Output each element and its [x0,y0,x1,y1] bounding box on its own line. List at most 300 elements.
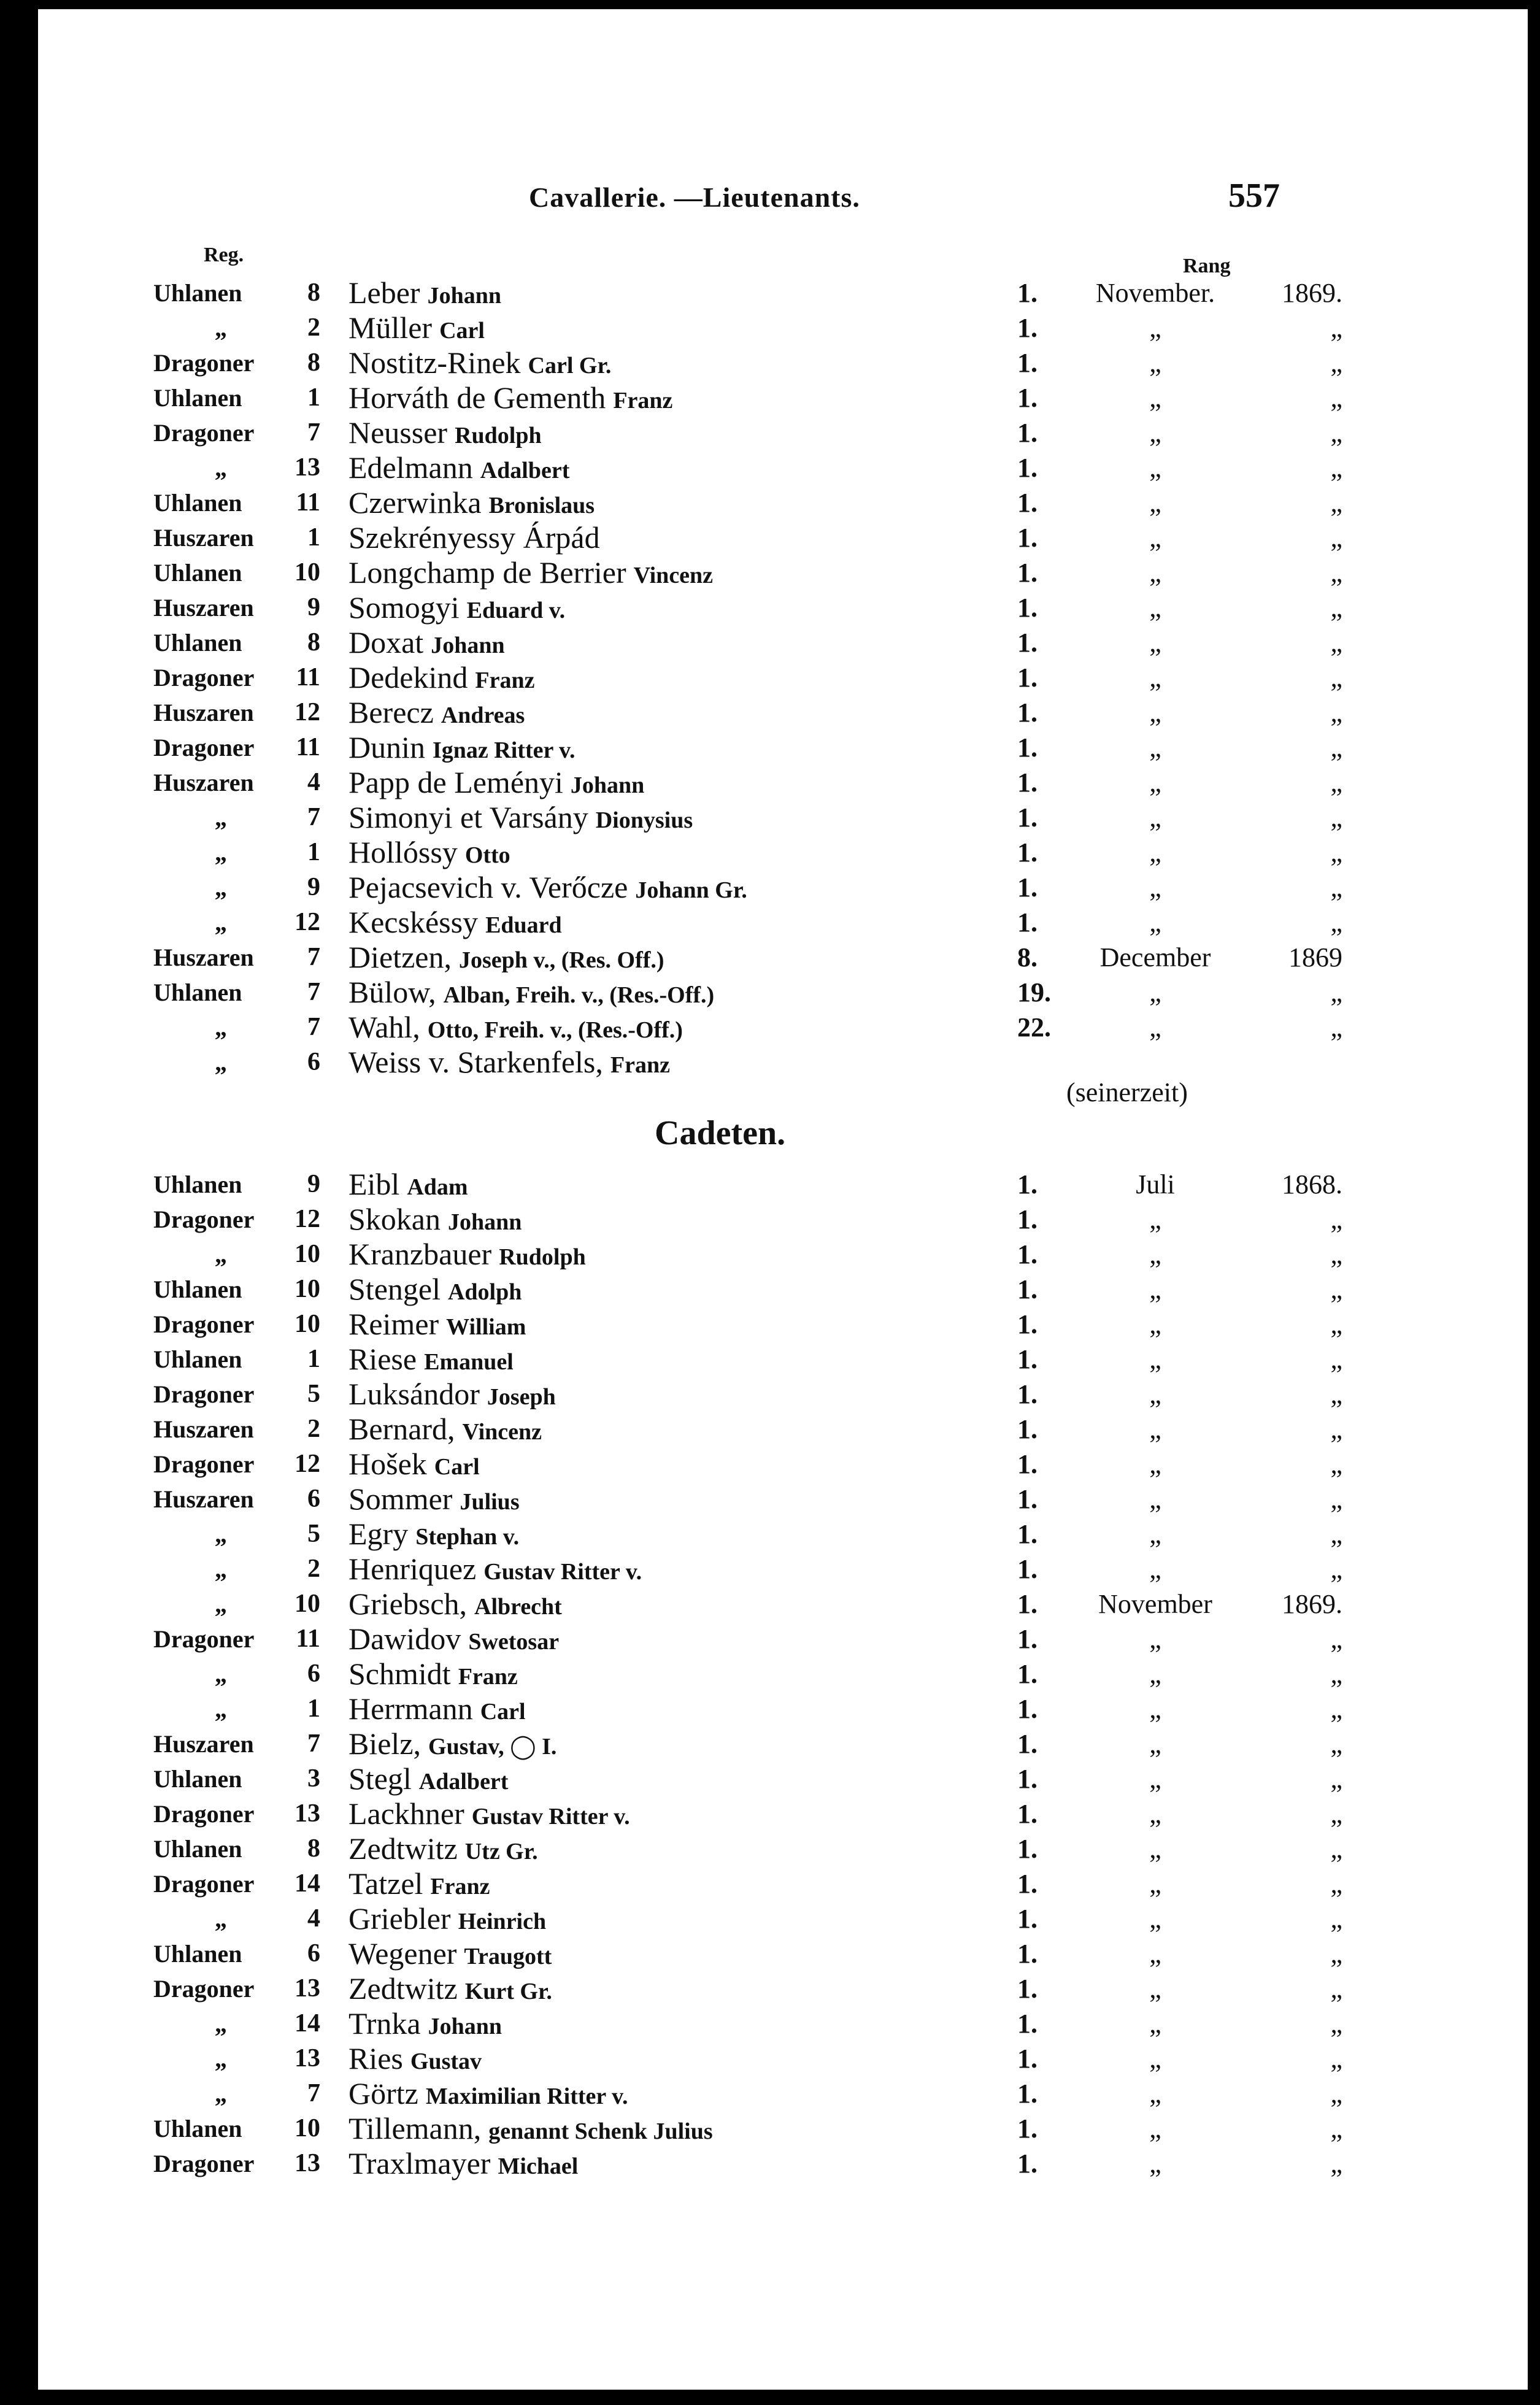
list-item [38,1971,1528,2006]
regiment-number: 3 [307,1764,320,1793]
list-item [38,870,1528,905]
regiment: Dragoner [153,1870,255,1898]
person-name [348,1552,642,1590]
list-item [38,485,1528,520]
rank-month: „ [1149,977,1161,1007]
rank-day: 1. [1017,1484,1038,1514]
list-item [38,450,1528,485]
person-name [348,800,693,838]
regiment: Uhlanen [153,1171,242,1198]
rank-month: „ [1149,1309,1161,1339]
list-item [38,2146,1528,2181]
given-name: Adalbert [480,458,570,483]
regiment: Huszaren [153,1730,254,1758]
regiment: Uhlanen [153,279,242,307]
list-item [38,625,1528,660]
rank-month: „ [1149,1729,1161,1759]
rank-year: „ [1330,558,1342,588]
given-name: genannt Schenk Julius [488,2118,713,2144]
regiment-number: 4 [307,1904,320,1933]
regiment-number: 9 [307,1170,320,1198]
regiment: Uhlanen [153,489,242,517]
rank-month: „ [1149,733,1161,763]
regiment: „ [215,874,227,901]
rank-day: 1. [1017,1834,1038,1864]
surname: Kranzbauer [348,1237,492,1271]
rank-month: „ [1149,1834,1161,1864]
rank-month: „ [1149,1274,1161,1304]
rank-year: „ [1330,1012,1342,1042]
given-name: Rudolph [455,423,542,448]
regiment-number: 2 [307,1415,320,1443]
rank-day: 1. [1017,348,1038,378]
rank-month: „ [1149,2079,1161,2109]
surname: Zedtwitz [348,1971,458,2006]
rank-month: „ [1149,313,1161,343]
list-item [38,415,1528,450]
regiment: „ [215,1590,227,1618]
regiment-number: 8 [307,348,320,377]
surname: Edelmann [348,450,473,485]
regiment: Dragoner [153,734,255,761]
list-item [38,1657,1528,1691]
regiment: Uhlanen [153,979,242,1006]
rank-month: „ [1149,1449,1161,1479]
person-name [348,2111,713,2149]
rank-year: „ [1330,837,1342,868]
regiment-number: 14 [295,2009,320,2038]
given-name: Dionysius [595,807,693,833]
person-name [348,345,611,383]
person-name [348,485,595,523]
person-name [348,590,565,628]
given-name: Gustav Ritter v. [471,1804,630,1830]
given-name: Heinrich [458,1909,547,1934]
given-name: Ignaz Ritter v. [433,737,576,763]
list-item [38,1901,1528,1936]
surname: Griebler [348,1901,451,1936]
regiment: Dragoner [153,1206,255,1233]
given-name: Johann Gr. [635,877,747,903]
surname: Luksándor [348,1377,480,1411]
rank-month: „ [1149,2044,1161,2074]
list-item [38,1412,1528,1447]
rank-month: December [1099,942,1211,972]
regiment: „ [215,1241,227,1268]
surname: Henriquez [348,1552,477,1586]
given-name: Joseph v., (Res. Off.) [458,947,664,973]
rank-month: „ [1149,558,1161,588]
list-item [38,2006,1528,2041]
person-name [348,415,542,453]
rank-day: 1. [1017,698,1038,728]
rank-day: 1. [1017,663,1038,693]
regiment: Dragoner [153,349,255,377]
person-name [348,1237,586,1275]
rank-day: 1. [1017,2044,1038,2074]
person-name [348,1517,519,1555]
list-item [38,1552,1528,1587]
regiment-number: 9 [307,593,320,621]
rank-day: 1. [1017,1274,1038,1304]
rank-day: 8. [1017,942,1038,972]
rank-month: „ [1149,1519,1161,1549]
list-item [38,660,1528,695]
regiment: „ [215,2010,227,2038]
person-name [348,1412,542,1450]
list-item [38,975,1528,1010]
list-item [38,730,1528,765]
rank-year: „ [1330,733,1342,763]
list-item [38,275,1528,310]
regiment-number: 12 [295,1205,320,1233]
rank-year: „ [1330,2149,1342,2179]
regiment-number: 6 [307,1048,320,1076]
rank-month: „ [1149,802,1161,833]
surname: Skokan [348,1202,441,1236]
rank-day: 1. [1017,628,1038,658]
rank-day: 1. [1017,2079,1038,2109]
rank-day: 1. [1017,1379,1038,1409]
lieutenants-note: (seinerzeit) [1066,1077,1188,1107]
rank-day: 1. [1017,1974,1038,2004]
rank-year: „ [1330,1869,1342,1899]
regiment: „ [215,1660,227,1688]
given-name: Julius [460,1489,520,1515]
rank-month: „ [1149,1869,1161,1899]
regiment-number: 14 [295,1869,320,1898]
rank-year: „ [1330,1799,1342,1829]
regiment: Uhlanen [153,1835,242,1863]
regiment: Dragoner [153,2150,255,2177]
given-name: Rudolph [499,1244,586,1270]
rank-year: „ [1330,1379,1342,1409]
rank-year: „ [1330,907,1342,937]
regiment: Uhlanen [153,1345,242,1373]
surname: Griebsch, [348,1587,467,1621]
surname: Riese [348,1342,417,1376]
list-item [38,1272,1528,1307]
rank-month: „ [1149,348,1161,378]
rank-month: „ [1149,1974,1161,2004]
given-name: Gustav [410,2049,482,2074]
regiment: Uhlanen [153,559,242,587]
list-item [38,1866,1528,1901]
list-item [38,1726,1528,1761]
rank-day: 1. [1017,1239,1038,1269]
regiment: „ [215,2080,227,2107]
surname: Tatzel [348,1866,423,1901]
list-item [38,905,1528,940]
given-name: Johann [427,283,501,309]
rank-year: „ [1330,383,1342,413]
regiment: Huszaren [153,769,254,796]
rank-year: „ [1330,1729,1342,1759]
regiment-number: 2 [307,1555,320,1583]
regiment-number: 8 [307,1834,320,1863]
given-name: Michael [498,2153,579,2179]
regiment: „ [215,2045,227,2072]
rank-day: 1. [1017,837,1038,868]
regiment-number: 13 [295,453,320,482]
rank-year: „ [1330,1519,1342,1549]
regiment: Dragoner [153,1800,255,1828]
regiment: „ [215,1555,227,1583]
regiment: „ [215,1520,227,1548]
regiment-number: 11 [296,733,320,761]
rank-year: „ [1330,313,1342,343]
rank-month: „ [1149,837,1161,868]
surname: Neusser [348,415,448,450]
rank-day: 1. [1017,1869,1038,1899]
regiment-number: 10 [295,558,320,587]
surname: Dunin [348,730,425,764]
rank-day: 1. [1017,1624,1038,1654]
surname: Dietzen, [348,940,452,974]
regiment: „ [215,454,227,482]
rank-year: „ [1330,2044,1342,2074]
rank-day: 1. [1017,733,1038,763]
regiment-number: 11 [296,488,320,517]
surname: Hollóssy [348,835,458,869]
regiment-number: 8 [307,628,320,656]
rank-year: „ [1330,1204,1342,1234]
surname: Eibl [348,1167,400,1201]
person-name [348,1866,490,1904]
person-name [348,2146,578,2184]
rank-year: „ [1330,488,1342,518]
person-name [348,1167,468,1205]
rank-month: „ [1149,1344,1161,1374]
person-name [348,730,576,768]
rank-year: „ [1330,1484,1342,1514]
regiment-number: 12 [295,908,320,936]
person-name [348,275,501,314]
rank-day: 1. [1017,768,1038,798]
regiment-number: 6 [307,1660,320,1688]
given-name: William [446,1314,526,1340]
given-name: Carl Gr. [528,353,612,379]
regiment: Dragoner [153,1625,255,1653]
regiment-number: 5 [307,1380,320,1408]
list-item [38,1010,1528,1045]
given-name: Bronislaus [488,493,595,518]
regiment-number: 10 [295,1310,320,1338]
person-name [348,975,714,1013]
given-name: Johann [431,633,505,658]
rank-day: 1. [1017,1554,1038,1584]
given-name: Carl [439,318,485,344]
regiment-number: 7 [307,803,320,831]
given-name: Franz [430,1874,490,1899]
rank-day: 1. [1017,2009,1038,2039]
given-name: Vincenz [462,1419,542,1445]
rank-day: 1. [1017,2114,1038,2144]
rank-month: „ [1149,1239,1161,1269]
regiment-number: 7 [307,1013,320,1041]
person-name [348,2076,628,2114]
list-item [38,695,1528,730]
rank-day: 1. [1017,523,1038,553]
rank-month: „ [1149,1694,1161,1724]
regiment-number: 13 [295,1974,320,2003]
person-name [348,1342,514,1380]
surname: Sommer [348,1482,453,1516]
regiment-number: 12 [295,1450,320,1478]
regiment: Huszaren [153,1415,254,1443]
list-item [38,800,1528,835]
surname: Weiss v. Starkenfels, [348,1045,603,1079]
rank-year: „ [1330,802,1342,833]
surname: Zedtwitz [348,1831,458,1866]
surname: Bernard, [348,1412,455,1446]
rank-day: 1. [1017,872,1038,902]
person-name [348,1045,670,1083]
regiment-number: 10 [295,1275,320,1303]
rank-year: „ [1330,1274,1342,1304]
rank-day: 1. [1017,558,1038,588]
given-name: Eduard [485,912,562,938]
person-name [348,1691,526,1730]
person-name [348,1796,630,1834]
surname: Reimer [348,1307,439,1341]
regiment: Uhlanen [153,1276,242,1303]
surname: Tillemann, [348,2111,482,2145]
regiment-number: 7 [307,2079,320,2107]
rank-year: „ [1330,1554,1342,1584]
rank-month: „ [1149,1379,1161,1409]
list-item [38,765,1528,800]
person-name [348,870,747,908]
regiment-number: 12 [295,698,320,726]
regiment: Dragoner [153,1310,255,1338]
rank-year: 1869 [1288,942,1342,972]
list-item [38,1342,1528,1377]
list-item [38,2111,1528,2146]
list-item [38,835,1528,870]
given-name: Eduard v. [466,598,566,623]
regiment: „ [215,314,227,342]
surname: Traxlmayer [348,2146,491,2180]
column-head-rank: Rang [1183,255,1231,277]
rank-day: 1. [1017,1519,1038,1549]
rank-year: 1869. [1282,278,1342,308]
list-item [38,1761,1528,1796]
given-name: Otto, Freih. v., (Res.-Off.) [427,1017,683,1043]
rank-year: „ [1330,1939,1342,1969]
list-item [38,940,1528,975]
rank-day: 1. [1017,1799,1038,1829]
person-name [348,765,644,803]
regiment: Huszaren [153,1485,254,1513]
list-item [38,1936,1528,1971]
given-name: Carl [480,1699,526,1725]
rank-month: „ [1149,1904,1161,1934]
regiment: Dragoner [153,1380,255,1408]
surname: Papp de Leményi [348,765,563,799]
given-name: Alban, Freih. v., (Res.-Off.) [443,982,715,1008]
list-item [38,1587,1528,1622]
rank-day: 1. [1017,1694,1038,1724]
regiment: Dragoner [153,419,255,447]
given-name: Adolph [447,1279,522,1305]
regiment-number: 1 [307,838,320,866]
given-name: Johann [570,772,645,798]
list-item [38,1307,1528,1342]
regiment-number: 4 [307,768,320,796]
rank-month: „ [1149,1554,1161,1584]
person-name [348,1831,538,1869]
rank-day: 22. [1017,1012,1051,1042]
given-name: Traugott [464,1944,552,1969]
given-name: Vincenz [633,563,714,588]
list-item [38,1237,1528,1272]
rank-day: 1. [1017,1414,1038,1444]
rank-year: „ [1330,1414,1342,1444]
regiment: Huszaren [153,944,254,971]
rank-month: „ [1149,1204,1161,1234]
regiment-number: 11 [296,1625,320,1653]
regiment: Huszaren [153,594,254,621]
list-item [38,1482,1528,1517]
surname: Wegener [348,1936,457,1971]
regiment: „ [215,1695,227,1723]
rank-year: „ [1330,698,1342,728]
given-name: Franz [458,1664,518,1690]
regiment-number: 6 [307,1939,320,1968]
given-name: Franz [475,668,535,693]
list-item [38,2041,1528,2076]
given-name: Gustav, ◯ I. [428,1734,557,1760]
page-number: 557 [1228,177,1280,215]
rank-day: 1. [1017,453,1038,483]
rank-day: 1. [1017,313,1038,343]
rank-month: „ [1149,488,1161,518]
rank-month: „ [1149,1799,1161,1829]
rank-month: Juli [1136,1169,1175,1199]
rank-day: 1. [1017,1729,1038,1759]
person-name [348,310,485,348]
rank-year: „ [1330,1764,1342,1794]
person-name [348,380,672,418]
rank-month: „ [1149,628,1161,658]
rank-year: „ [1330,977,1342,1007]
regiment: Uhlanen [153,2115,242,2142]
rank-day: 1. [1017,418,1038,448]
rank-day: 1. [1017,1659,1038,1689]
regiment-number: 7 [307,1730,320,1758]
column-head-regiment: Reg. [204,244,244,266]
surname: Herrmann [348,1691,473,1726]
rank-month: „ [1149,663,1161,693]
surname: Schmidt [348,1657,451,1691]
regiment-number: 5 [307,1520,320,1548]
rank-day: 1. [1017,593,1038,623]
rank-year: „ [1330,768,1342,798]
regiment-number: 13 [295,1799,320,1828]
list-item [38,310,1528,345]
regiment-number: 10 [295,2114,320,2142]
rank-day: 1. [1017,1309,1038,1339]
person-name [348,835,510,873]
rank-year: „ [1330,1239,1342,1269]
surname: Egry [348,1517,409,1551]
given-name: Carl [434,1454,480,1480]
rank-day: 1. [1017,1939,1038,1969]
regiment-number: 1 [307,523,320,552]
regiment-number: 1 [307,383,320,412]
given-name: Andreas [441,702,525,728]
